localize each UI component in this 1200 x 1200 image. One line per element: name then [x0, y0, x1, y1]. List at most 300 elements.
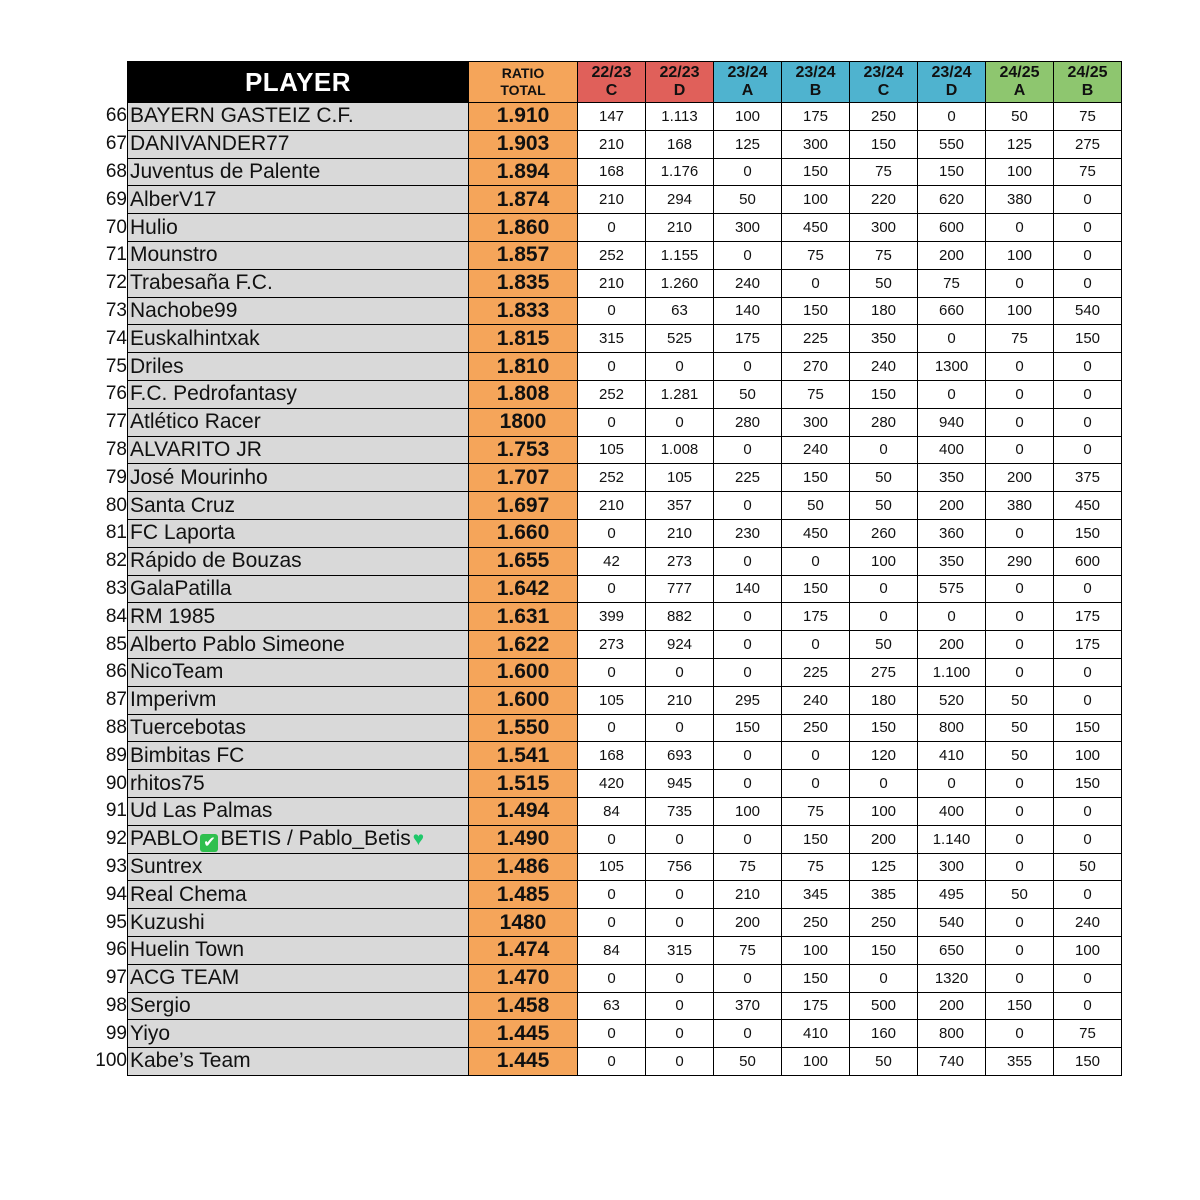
- season-value-cell: 100: [714, 103, 782, 131]
- table-row: [92, 353, 1122, 381]
- rank-cell: 85: [105, 633, 127, 655]
- season-value-cell: 200: [918, 992, 986, 1020]
- season-value-cell: 275: [1054, 130, 1122, 158]
- season-value-cell: 175: [1054, 631, 1122, 659]
- season-value-cell: 0: [1054, 380, 1122, 408]
- table-row: [92, 464, 1122, 492]
- season-value-cell: 75: [714, 936, 782, 964]
- season-value-cell: 0: [850, 770, 918, 798]
- season-value-cell: 0: [986, 353, 1054, 381]
- season-value-cell: 0: [986, 797, 1054, 825]
- season-value-cell: 1300: [918, 353, 986, 381]
- season-value-cell: 0: [782, 770, 850, 798]
- season-value-cell: 175: [782, 103, 850, 131]
- season-value-cell: 315: [646, 936, 714, 964]
- season-value-cell: 0: [918, 103, 986, 131]
- season-value-cell: 175: [782, 603, 850, 631]
- player-name-cell: Driles: [128, 353, 469, 381]
- player-name-part: BETIS / Pablo_Betis: [220, 826, 411, 850]
- table-row: [92, 658, 1122, 686]
- season-value-cell: 100: [782, 1048, 850, 1076]
- season-value-cell: 150: [1054, 770, 1122, 798]
- season-value-cell: 0: [850, 603, 918, 631]
- season-value-cell: 0: [578, 881, 646, 909]
- rank-cell: 89: [105, 744, 127, 766]
- season-value-cell: 450: [782, 519, 850, 547]
- table-row: [92, 297, 1122, 325]
- ratio-total-cell: 1.697: [469, 492, 578, 520]
- rank-cell: 73: [105, 299, 127, 321]
- player-name-cell: Bimbitas FC: [128, 742, 469, 770]
- season-value-cell: 1.155: [646, 241, 714, 269]
- season-value-cell: 370: [714, 992, 782, 1020]
- ratio-total-cell: 1.490: [469, 825, 578, 853]
- season-value-cell: 75: [850, 241, 918, 269]
- season-value-cell: 250: [782, 909, 850, 937]
- season-value-cell: 620: [918, 186, 986, 214]
- table-row: [92, 214, 1122, 242]
- season-value-cell: 0: [646, 408, 714, 436]
- season-value-cell: 0: [1054, 214, 1122, 242]
- rank-cell: 93: [105, 855, 127, 877]
- season-value-cell: 105: [578, 853, 646, 881]
- season-value-cell: 575: [918, 575, 986, 603]
- season-value-cell: 0: [1054, 408, 1122, 436]
- ratio-total-cell: 1.445: [469, 1048, 578, 1076]
- player-name-cell: Suntrex: [128, 853, 469, 881]
- green-heart-icon: ♥: [412, 828, 425, 850]
- season-value-cell: 1.140: [918, 825, 986, 853]
- season-value-cell: 0: [714, 658, 782, 686]
- ratio-total-cell: 1.600: [469, 658, 578, 686]
- season-value-cell: 295: [714, 686, 782, 714]
- season-value-cell: 550: [918, 130, 986, 158]
- season-value-cell: 200: [918, 631, 986, 659]
- season-value-cell: 0: [1054, 686, 1122, 714]
- season-value-cell: 0: [986, 964, 1054, 992]
- season-value-cell: 0: [782, 547, 850, 575]
- table-row: [92, 631, 1122, 659]
- season-value-cell: 50: [714, 1048, 782, 1076]
- season-value-cell: 0: [1054, 186, 1122, 214]
- ratio-total-cell: 1.808: [469, 380, 578, 408]
- table-body: [92, 103, 1122, 1076]
- rank-cell: 69: [105, 188, 127, 210]
- player-name-cell: Juventus de Palente: [128, 158, 469, 186]
- season-year: 24/25: [999, 64, 1040, 81]
- rank-cell: 100: [95, 1050, 127, 1072]
- season-value-cell: 0: [986, 575, 1054, 603]
- table-row: [92, 519, 1122, 547]
- season-value-cell: 300: [714, 214, 782, 242]
- season-header-1: [646, 62, 714, 103]
- season-value-cell: 150: [850, 380, 918, 408]
- season-value-cell: 0: [646, 1048, 714, 1076]
- season-value-cell: 410: [782, 1020, 850, 1048]
- season-value-cell: 63: [578, 992, 646, 1020]
- season-value-cell: 345: [782, 881, 850, 909]
- rank-cell: 88: [105, 716, 127, 738]
- season-value-cell: 360: [918, 519, 986, 547]
- season-value-cell: 0: [1054, 575, 1122, 603]
- season-value-cell: 105: [578, 436, 646, 464]
- season-value-cell: 1.113: [646, 103, 714, 131]
- season-value-cell: 540: [1054, 297, 1122, 325]
- season-header-6: [986, 62, 1054, 103]
- rank-cell: 91: [105, 800, 127, 822]
- season-value-cell: 500: [850, 992, 918, 1020]
- season-value-cell: 0: [578, 825, 646, 853]
- season-value-cell: 50: [850, 464, 918, 492]
- season-value-cell: 0: [714, 436, 782, 464]
- player-name-cell: ALVARITO JR: [128, 436, 469, 464]
- season-value-cell: 0: [918, 603, 986, 631]
- season-value-cell: 150: [850, 130, 918, 158]
- table-row: [92, 547, 1122, 575]
- season-value-cell: 385: [850, 881, 918, 909]
- season-value-cell: 0: [1054, 353, 1122, 381]
- table-row: [92, 742, 1122, 770]
- rank-cell: 75: [105, 355, 127, 377]
- season-value-cell: 0: [714, 241, 782, 269]
- green-check-icon: ✔: [200, 834, 218, 852]
- season-value-cell: 0: [578, 1048, 646, 1076]
- table-row: [92, 936, 1122, 964]
- season-value-cell: 0: [646, 1020, 714, 1048]
- season-value-cell: 75: [1054, 1020, 1122, 1048]
- season-value-cell: 160: [850, 1020, 918, 1048]
- season-value-cell: 0: [578, 214, 646, 242]
- ratio-total-cell: 1.541: [469, 742, 578, 770]
- ratio-total-cell: 1.810: [469, 353, 578, 381]
- season-year: 23/24: [727, 64, 768, 81]
- player-name-cell: Nachobe99: [128, 297, 469, 325]
- table-row: [92, 408, 1122, 436]
- player-name-cell: GalaPatilla: [128, 575, 469, 603]
- season-value-cell: 50: [986, 714, 1054, 742]
- season-value-cell: 355: [986, 1048, 1054, 1076]
- player-name-cell: Rápido de Bouzas: [128, 547, 469, 575]
- table-row: [92, 909, 1122, 937]
- player-name-cell: Trabesaña F.C.: [128, 269, 469, 297]
- season-value-cell: 230: [714, 519, 782, 547]
- season-value-cell: 100: [714, 797, 782, 825]
- season-value-cell: 150: [782, 825, 850, 853]
- table-row: [92, 575, 1122, 603]
- season-value-cell: 0: [850, 436, 918, 464]
- season-value-cell: 1.100: [918, 658, 986, 686]
- player-name-cell: rhitos75: [128, 770, 469, 798]
- rank-cell: 90: [105, 772, 127, 794]
- ratio-total-cell: 1.458: [469, 992, 578, 1020]
- season-value-cell: 75: [918, 269, 986, 297]
- season-value-cell: 150: [1054, 714, 1122, 742]
- season-value-cell: 0: [1054, 241, 1122, 269]
- season-value-cell: 105: [578, 686, 646, 714]
- table-row: [92, 130, 1122, 158]
- season-value-cell: 50: [714, 186, 782, 214]
- season-year: 23/24: [863, 64, 904, 81]
- season-value-cell: 1.281: [646, 380, 714, 408]
- rank-cell: 78: [105, 438, 127, 460]
- header-row: [92, 62, 1122, 103]
- season-group: A: [1013, 82, 1026, 99]
- season-value-cell: 0: [986, 408, 1054, 436]
- season-value-cell: 0: [714, 547, 782, 575]
- season-value-cell: 147: [578, 103, 646, 131]
- season-value-cell: 0: [782, 742, 850, 770]
- season-group: D: [673, 82, 686, 99]
- season-value-cell: 0: [714, 492, 782, 520]
- season-value-cell: 1.008: [646, 436, 714, 464]
- season-group: C: [877, 82, 890, 99]
- season-value-cell: 0: [782, 269, 850, 297]
- season-year: 23/24: [931, 64, 972, 81]
- season-header-5: [918, 62, 986, 103]
- season-value-cell: 800: [918, 1020, 986, 1048]
- player-name-cell: DANIVANDER77: [128, 130, 469, 158]
- ratio-total-cell: 1800: [469, 408, 578, 436]
- season-value-cell: 0: [714, 1020, 782, 1048]
- season-value-cell: 220: [850, 186, 918, 214]
- season-value-cell: 250: [850, 103, 918, 131]
- season-value-cell: 0: [714, 353, 782, 381]
- rank-cell: 71: [105, 244, 127, 266]
- season-group: C: [605, 82, 618, 99]
- season-value-cell: 0: [714, 158, 782, 186]
- season-value-cell: 600: [1054, 547, 1122, 575]
- season-value-cell: 0: [1054, 436, 1122, 464]
- player-name-cell: Huelin Town: [128, 936, 469, 964]
- rank-cell: 84: [105, 605, 127, 627]
- season-value-cell: 945: [646, 770, 714, 798]
- season-value-cell: 0: [986, 909, 1054, 937]
- player-name-cell: ACG TEAM: [128, 964, 469, 992]
- season-value-cell: 0: [918, 380, 986, 408]
- table-row: [92, 186, 1122, 214]
- season-value-cell: 400: [918, 436, 986, 464]
- season-value-cell: 350: [850, 325, 918, 353]
- ratio-total-cell: 1.660: [469, 519, 578, 547]
- ratio-header-line1: RATIO: [501, 65, 545, 81]
- season-value-cell: 200: [918, 241, 986, 269]
- season-value-cell: 350: [918, 464, 986, 492]
- season-value-cell: 75: [1054, 103, 1122, 131]
- rank-cell: 96: [105, 939, 127, 961]
- season-value-cell: 125: [714, 130, 782, 158]
- ratio-total-cell: 1.642: [469, 575, 578, 603]
- player-name-cell: Ud Las Palmas: [128, 797, 469, 825]
- table-row: [92, 770, 1122, 798]
- season-value-cell: 175: [782, 992, 850, 1020]
- player-name-cell: FC Laporta: [128, 519, 469, 547]
- rank-cell: 94: [105, 883, 127, 905]
- season-value-cell: 175: [714, 325, 782, 353]
- season-value-cell: 100: [850, 547, 918, 575]
- season-value-cell: 290: [986, 547, 1054, 575]
- season-value-cell: 100: [782, 186, 850, 214]
- season-value-cell: 168: [646, 130, 714, 158]
- season-value-cell: 84: [578, 797, 646, 825]
- ratio-total-cell: 1480: [469, 909, 578, 937]
- ratio-total-cell: 1.707: [469, 464, 578, 492]
- season-value-cell: 150: [986, 992, 1054, 1020]
- season-value-cell: 399: [578, 603, 646, 631]
- season-value-cell: 50: [1054, 853, 1122, 881]
- rank-cell: 76: [105, 383, 127, 405]
- rank-cell: 98: [105, 994, 127, 1016]
- season-value-cell: 495: [918, 881, 986, 909]
- season-value-cell: 300: [850, 214, 918, 242]
- season-value-cell: 0: [1054, 881, 1122, 909]
- rank-cell: 86: [105, 661, 127, 683]
- season-value-cell: 650: [918, 936, 986, 964]
- season-value-cell: 0: [578, 353, 646, 381]
- player-name-cell: AlberV17: [128, 186, 469, 214]
- season-value-cell: 294: [646, 186, 714, 214]
- season-value-cell: 0: [578, 297, 646, 325]
- rank-cell: 77: [105, 411, 127, 433]
- season-value-cell: 225: [782, 658, 850, 686]
- season-value-cell: 0: [646, 825, 714, 853]
- season-value-cell: 140: [714, 575, 782, 603]
- season-value-cell: 200: [918, 492, 986, 520]
- season-value-cell: 0: [714, 825, 782, 853]
- season-value-cell: 100: [850, 797, 918, 825]
- table-row: [92, 436, 1122, 464]
- season-value-cell: 225: [782, 325, 850, 353]
- season-value-cell: 375: [1054, 464, 1122, 492]
- season-value-cell: 0: [986, 936, 1054, 964]
- season-value-cell: 740: [918, 1048, 986, 1076]
- season-value-cell: 240: [850, 353, 918, 381]
- ratio-total-cell: 1.874: [469, 186, 578, 214]
- season-value-cell: 180: [850, 686, 918, 714]
- season-value-cell: 0: [986, 436, 1054, 464]
- season-value-cell: 0: [986, 1020, 1054, 1048]
- season-group: B: [809, 82, 822, 99]
- player-name-cell: Santa Cruz: [128, 492, 469, 520]
- season-value-cell: 150: [850, 714, 918, 742]
- season-value-cell: 280: [714, 408, 782, 436]
- table-row: [92, 1048, 1122, 1076]
- player-name-cell: Alberto Pablo Simeone: [128, 631, 469, 659]
- rank-cell: 81: [105, 522, 127, 544]
- ratio-total-cell: 1.655: [469, 547, 578, 575]
- season-value-cell: 168: [578, 158, 646, 186]
- season-value-cell: 100: [1054, 742, 1122, 770]
- player-name-part: PABLO: [130, 826, 199, 850]
- season-year: 22/23: [591, 64, 632, 81]
- season-value-cell: 250: [850, 909, 918, 937]
- season-value-cell: 84: [578, 936, 646, 964]
- player-header: PLAYER: [128, 62, 469, 103]
- table-row: [92, 686, 1122, 714]
- season-value-cell: 1.260: [646, 269, 714, 297]
- season-value-cell: 0: [646, 909, 714, 937]
- season-value-cell: 125: [850, 853, 918, 881]
- season-value-cell: 210: [646, 519, 714, 547]
- season-value-cell: 735: [646, 797, 714, 825]
- player-name-cell: Euskalhintxak: [128, 325, 469, 353]
- table-row: [92, 1020, 1122, 1048]
- ratio-total-cell: 1.474: [469, 936, 578, 964]
- season-value-cell: 150: [782, 297, 850, 325]
- season-value-cell: 252: [578, 464, 646, 492]
- season-value-cell: 100: [986, 297, 1054, 325]
- season-value-cell: 100: [986, 241, 1054, 269]
- player-name-cell: Yiyo: [128, 1020, 469, 1048]
- season-value-cell: 120: [850, 742, 918, 770]
- season-value-cell: 380: [986, 492, 1054, 520]
- rank-cell: 83: [105, 577, 127, 599]
- season-value-cell: 125: [986, 130, 1054, 158]
- season-value-cell: 0: [986, 269, 1054, 297]
- season-value-cell: 75: [1054, 158, 1122, 186]
- ranking-table: [92, 61, 1122, 1076]
- season-value-cell: 0: [986, 214, 1054, 242]
- table-row: [92, 964, 1122, 992]
- ratio-total-cell: 1.600: [469, 686, 578, 714]
- season-value-cell: 210: [578, 269, 646, 297]
- rank-cell: 95: [105, 911, 127, 933]
- table-row: [92, 158, 1122, 186]
- season-value-cell: 140: [714, 297, 782, 325]
- season-value-cell: 75: [850, 158, 918, 186]
- ratio-total-cell: 1.515: [469, 770, 578, 798]
- season-value-cell: 0: [986, 631, 1054, 659]
- rank-cell: 70: [105, 216, 127, 238]
- season-value-cell: 150: [850, 936, 918, 964]
- ratio-total-cell: 1.494: [469, 797, 578, 825]
- season-value-cell: 0: [1054, 825, 1122, 853]
- season-value-cell: 240: [782, 686, 850, 714]
- player-name-cell: Tuercebotas: [128, 714, 469, 742]
- rank-cell: 67: [105, 133, 127, 155]
- season-value-cell: 280: [850, 408, 918, 436]
- season-value-cell: 0: [1054, 797, 1122, 825]
- season-value-cell: 150: [782, 464, 850, 492]
- season-value-cell: 0: [578, 519, 646, 547]
- player-name-cell: Sergio: [128, 992, 469, 1020]
- season-value-cell: 0: [578, 1020, 646, 1048]
- player-name-cell: F.C. Pedrofantasy: [128, 380, 469, 408]
- rank-cell: 68: [105, 160, 127, 182]
- season-value-cell: 50: [986, 881, 1054, 909]
- season-value-cell: 50: [850, 269, 918, 297]
- season-group: B: [1081, 82, 1094, 99]
- player-name-cell: José Mourinho: [128, 464, 469, 492]
- season-value-cell: 0: [578, 575, 646, 603]
- ratio-total-cell: 1.894: [469, 158, 578, 186]
- season-value-cell: 42: [578, 547, 646, 575]
- season-value-cell: 200: [714, 909, 782, 937]
- ratio-total-cell: 1.753: [469, 436, 578, 464]
- table-row: [92, 714, 1122, 742]
- season-year: 23/24: [795, 64, 836, 81]
- ratio-total-cell: 1.833: [469, 297, 578, 325]
- season-value-cell: 380: [986, 186, 1054, 214]
- season-value-cell: 540: [918, 909, 986, 937]
- rank-cell: 97: [105, 967, 127, 989]
- season-value-cell: 150: [918, 158, 986, 186]
- season-value-cell: 315: [578, 325, 646, 353]
- ratio-total-cell: 1.631: [469, 603, 578, 631]
- season-value-cell: 0: [578, 964, 646, 992]
- season-value-cell: 450: [1054, 492, 1122, 520]
- season-value-cell: 0: [782, 631, 850, 659]
- ratio-total-cell: 1.622: [469, 631, 578, 659]
